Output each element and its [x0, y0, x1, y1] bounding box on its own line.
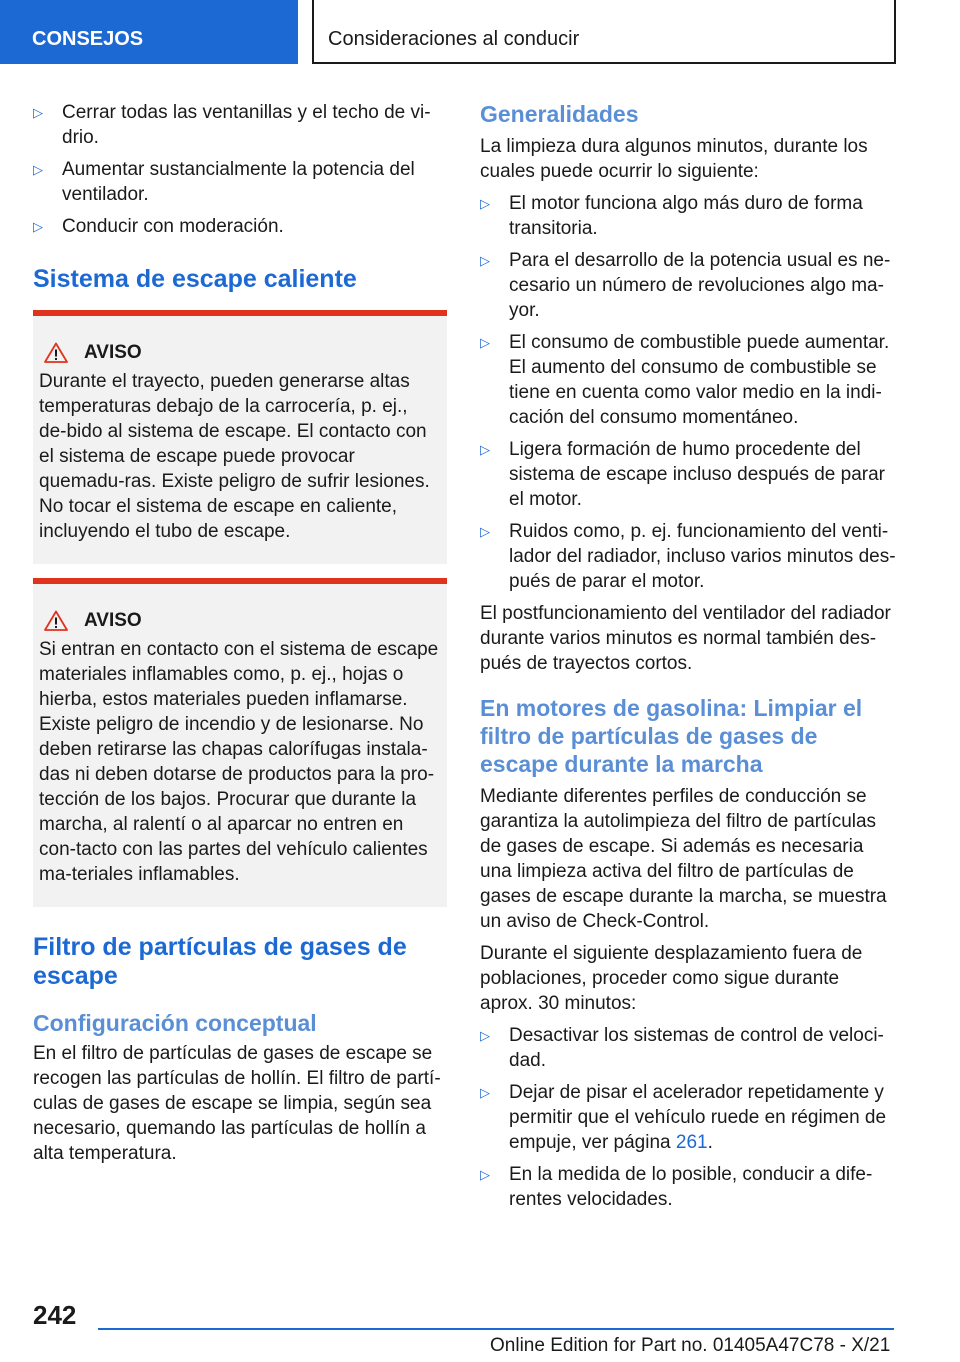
triangle-bullet-icon: ▷: [480, 1085, 490, 1100]
triangle-bullet-icon: ▷: [33, 162, 43, 177]
list-item: ▷ Aumentar sustancialmente la potencia del ventilador.: [33, 159, 415, 205]
triangle-bullet-icon: ▷: [480, 253, 490, 268]
page-link[interactable]: 261: [675, 1132, 708, 1153]
warning-text: Si entran en contacto con el sistema de escape materiales inflamables como, p. ej., hojas o hierba, estos materiales pueden inflamarse. Existe peligro de incendio y de lesionarse. No deben retirarse las chapas calorífugas instala‐das ni deben dotarse de productos para la pro‐tección de los bajos. Procurar que durante la marcha, al ralentí o al aparcar no entren en con‐tacto con las partes del vehículo calientes ma‐teriales inflamables.: [39, 639, 439, 885]
triangle-bullet-icon: ▷: [480, 196, 490, 211]
general-after: El postfuncionamiento del ventilador del radiador durante varios minutos es normal también des‐pués de trayectos cortos.: [480, 603, 891, 674]
section-label: CONSEJOS: [32, 28, 144, 50]
triangle-bullet-icon: ▷: [33, 105, 43, 120]
list-item: ▷ Dejar de pisar el acelerador repetidamente y permitir que el vehículo ruede en régimen de empuje, ver página 261.: [480, 1082, 887, 1153]
triangle-bullet-icon: ▷: [480, 335, 490, 350]
edition-footer: Online Edition for Part no. 01405A47C78 - X/21: [490, 1335, 891, 1356]
concept-heading: Configuración conceptual: [33, 1010, 317, 1036]
warning-triangle-icon: [44, 610, 68, 631]
triangle-bullet-icon: ▷: [480, 1028, 490, 1043]
right-column: [480, 100, 896, 1219]
warning-box: [33, 578, 447, 907]
list-item: ▷ En la medida de lo posible, conducir a dife‐rentes velocidades.: [480, 1164, 873, 1210]
gasoline-paragraph: Durante el siguiente desplazamiento fuera de poblaciones, proceder como sigue durante aprox. 30 minutos:: [480, 943, 863, 1014]
list-item: ▷ El consumo de combustible puede aumentar. El aumento del consumo de combustible se tiene en cuenta como valor medio en la indi‐cación del consumo momentáneo.: [480, 332, 890, 428]
warning-title: AVISO: [84, 610, 142, 631]
general-bullet-list: [480, 191, 896, 594]
triangle-bullet-icon: ▷: [480, 524, 490, 539]
page-number: 242: [33, 1300, 77, 1330]
intro-bullet-list: [33, 100, 447, 239]
triangle-bullet-icon: ▷: [33, 219, 43, 234]
list-item: ▷ Cerrar todas las ventanillas y el techo de vi‐drio.: [33, 102, 431, 148]
footer-divider: [98, 1328, 894, 1330]
concept-text: En el filtro de partículas de gases de escape se recogen las partículas de hollín. El filtro de partí‐culas de gases de escape se limpia, según sea necesario, quemando las partículas de hollín a alta temperatura.: [33, 1043, 441, 1164]
warning-text: Durante el trayecto, pueden generarse altas temperaturas debajo de la carrocería, p. ej., de‐bido al sistema de escape. El contacto con el sistema de escape puede provocar quemadu‐ras. Existe peligro de sufrir lesiones. No tocar el sistema de escape en caliente, incluyendo el tubo de escape.: [39, 371, 430, 542]
filter-heading: Filtro de partículas de gases de escape: [33, 933, 407, 990]
triangle-bullet-icon: ▷: [480, 1167, 490, 1182]
warning-title: AVISO: [84, 342, 142, 363]
list-item: ▷ Conducir con moderación.: [33, 216, 284, 237]
list-item: ▷ Ruidos como, p. ej. funcionamiento del venti‐lador del radiador, incluso varios minutos des‐pués de parar el motor.: [480, 521, 896, 592]
gasoline-paragraph: Mediante diferentes perfiles de conducción se garantiza la autolimpieza del filtro de partículas de gases de escape. Si además es necesaria una limpieza activa del filtro de partículas de gases de escape durante la marcha, se muestra un aviso de Check-Control.: [480, 786, 887, 932]
left-column: [33, 100, 447, 1173]
general-intro: La limpieza dura algunos minutos, durante los cuales puede ocurrir lo siguiente:: [480, 136, 868, 182]
list-item: ▷ Para el desarrollo de la potencia usual es ne‐cesario un número de revoluciones algo ma‐yor.: [480, 250, 891, 321]
gasoline-heading: En motores de gasolina: Limpiar el filtro de partículas de gases de escape durante la marcha: [480, 695, 863, 777]
chapter-title: Consideraciones al conducir: [328, 28, 580, 50]
general-heading: Generalidades: [480, 101, 639, 127]
list-item: ▷ Ligera formación de humo procedente del sistema de escape incluso después de parar el motor.: [480, 439, 886, 510]
chapter-header: [312, 0, 896, 64]
list-item: ▷ El motor funciona algo más duro de forma transitoria.: [480, 193, 863, 239]
list-item: ▷ Desactivar los sistemas de control de veloci‐dad.: [480, 1025, 884, 1071]
gasoline-bullet-list: [480, 1023, 896, 1212]
exhaust-heading: Sistema de escape caliente: [33, 265, 357, 293]
section-tab: [0, 0, 298, 64]
triangle-bullet-icon: ▷: [480, 442, 490, 457]
warning-box: [33, 310, 447, 564]
warning-triangle-icon: [44, 342, 68, 363]
